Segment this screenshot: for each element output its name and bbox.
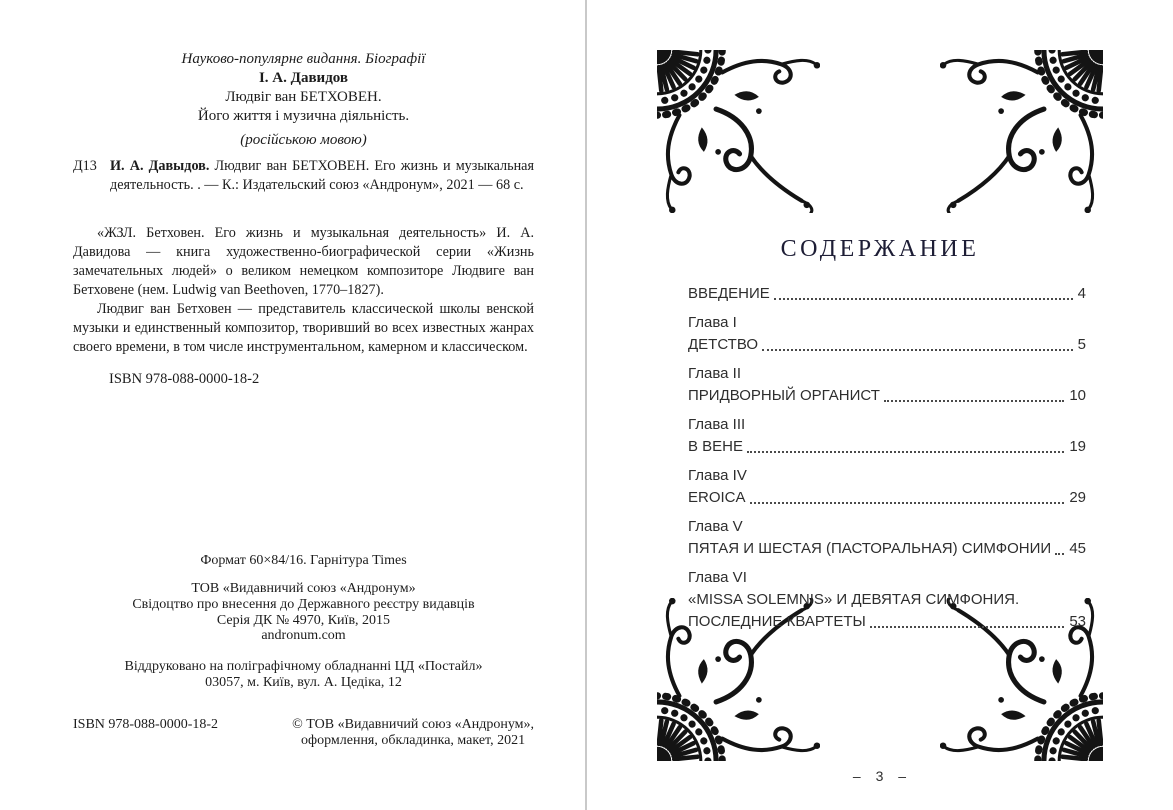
toc-title: ВВЕДЕНИЕ — [688, 285, 770, 302]
catalog-description: Людвиг ван БЕТХОВЕН. Его жизнь и музыкальная деятельность. . — К.: Издательский союз «Андронум», 2021 — 68 с. — [110, 158, 534, 193]
toc-entry — [688, 363, 1086, 407]
page-number: – 3 – — [852, 768, 908, 784]
toc-chapter-label: Глава VI — [688, 569, 747, 586]
toc-entry — [688, 414, 1086, 458]
catalog-entry — [73, 157, 534, 195]
dot-leader — [774, 298, 1073, 300]
dot-leader — [750, 502, 1065, 504]
copyright-block — [292, 717, 534, 749]
toc-entry — [688, 283, 1086, 305]
toc-entry — [688, 567, 1086, 633]
contents-page — [587, 0, 1173, 810]
toc-entry — [688, 516, 1086, 560]
toc-page-number: 29 — [1069, 489, 1086, 506]
publisher-certificate: Свідоцтво про внесення до Державного реєстру видавців — [132, 596, 475, 612]
toc-title: ПОСЛЕДНИЕ КВАРТЕТЫ — [688, 613, 866, 630]
copyright-line2: оформлення, обкладинка, макет, 2021 — [301, 732, 526, 748]
dot-leader — [1055, 553, 1064, 555]
publisher-website: andronum.com — [261, 628, 346, 644]
printed-at-line: Віддруковано на поліграфічному обладнанні ЦД «Постайл» — [124, 659, 483, 674]
annotation-paragraph: Людвиг ван Бетховен — представитель классической школы венской музыки и единственный композитор, творивший во всех известных жанрах своего времени, в том числе инструментальном, камерном и классическом. — [73, 301, 534, 355]
toc-chapter-label: Глава I — [688, 314, 737, 331]
corner-ornament-icon — [657, 50, 820, 213]
toc-entry — [688, 465, 1086, 509]
dot-leader — [870, 626, 1065, 628]
language-note: (російською мовою) — [240, 132, 367, 148]
imprint-footer — [73, 717, 534, 749]
toc-title: В ВЕНЕ — [688, 438, 744, 455]
catalog-text — [110, 157, 534, 195]
toc-title: ДЕТСТВО — [688, 336, 758, 353]
toc-title: EROICA — [688, 489, 746, 506]
toc-chapter-label: Глава V — [688, 518, 743, 535]
format-line: Формат 60×84/16. Гарнітура Times — [200, 553, 407, 568]
author-line: І. А. Давидов — [258, 70, 349, 86]
publisher-series: Серія ДК № 4970, Київ, 2015 — [216, 612, 391, 628]
toc-page-number: 19 — [1069, 438, 1086, 455]
footer-isbn: ISBN 978-088-0000-18-2 — [73, 717, 219, 732]
catalog-code: Д13 — [73, 158, 97, 174]
printing-block — [73, 659, 534, 691]
toc-chapter-label: Глава IV — [688, 467, 747, 484]
isbn-line: ISBN 978-088-0000-18-2 — [109, 371, 260, 387]
catalog-author: И. А. Давыдов. — [110, 158, 210, 174]
imprint-page — [73, 0, 534, 810]
dot-leader — [747, 451, 1064, 453]
publisher-name: ТОВ «Видавничий союз «Андронум» — [191, 581, 416, 596]
toc-title: ПЯТАЯ И ШЕСТАЯ (ПАСТОРАЛЬНАЯ) СИМФОНИИ — [688, 540, 1052, 557]
toc-page-number: 5 — [1077, 336, 1086, 353]
copyright-line1: © ТОВ «Видавничий союз «Андронум», — [292, 717, 534, 732]
toc-page-number: 53 — [1069, 613, 1086, 630]
toc-page-number: 10 — [1069, 387, 1086, 404]
toc-entry — [688, 312, 1086, 356]
annotation-paragraph: «ЖЗЛ. Бетховен. Его жизнь и музыкальная деятельность» И. А. Давидова — книга художественно-биографической серии «Жизнь замечательных людей» о великом немецком композиторе Людвиге ван Бетховене (нем. Ludwig van Beethoven, 1770–1827). — [73, 225, 534, 298]
toc-chapter-label: Глава III — [688, 416, 746, 433]
toc-title-line1: «MISSA SOLEMNIS» И ДЕВЯТАЯ СИМФОНИЯ. — [688, 591, 1020, 608]
toc-chapter-label: Глава II — [688, 365, 742, 382]
dot-leader — [884, 400, 1064, 402]
annotation-block — [73, 224, 534, 357]
corner-ornament-icon — [940, 50, 1103, 213]
print-address-line: 03057, м. Київ, вул. А. Цедіка, 12 — [205, 674, 402, 690]
book-title-line2: Його життя і музична діяльність. — [197, 108, 410, 124]
publisher-block — [73, 581, 534, 644]
edition-header — [73, 50, 534, 150]
series-line: Науково-популярне видання. Біографії — [181, 51, 426, 67]
table-of-contents — [688, 283, 1086, 633]
dot-leader — [762, 349, 1073, 351]
book-title-line1: Людвіг ван БЕТХОВЕН. — [225, 89, 382, 105]
toc-page-number: 4 — [1077, 285, 1086, 302]
contents-title: СОДЕРЖАНИЕ — [780, 236, 980, 262]
toc-page-number: 45 — [1069, 540, 1086, 557]
toc-title: ПРИДВОРНЫЙ ОРГАНИСТ — [688, 387, 880, 404]
